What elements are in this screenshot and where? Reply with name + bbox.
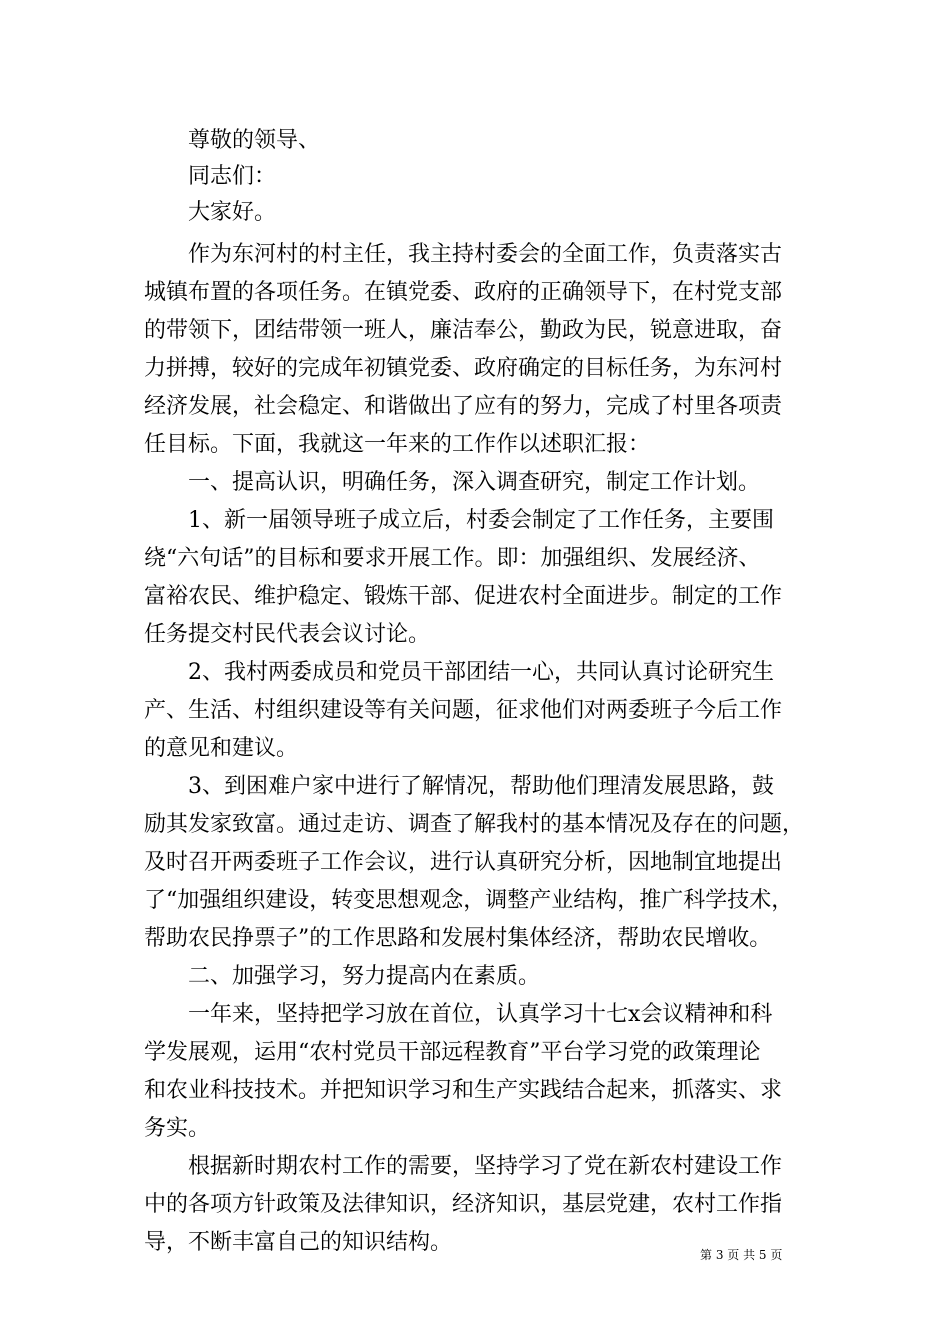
text-line: 帮助农民挣票子”的工作思路和发展村集体经济，帮助农民增收。	[144, 926, 772, 951]
text-line: 2、我村两委成员和党员干部团结一心，共同认真讨论研究生	[144, 660, 774, 685]
text-line: 学发展观，运用“农村党员干部远程教育”平台学习党的政策理论	[144, 1040, 761, 1065]
text-line: 经济发展，社会稳定、和谐做出了应有的努力，完成了村里各项责	[144, 394, 783, 419]
text-line: 作为东河村的村主任，我主持村委会的全面工作，负责落实古	[144, 242, 783, 267]
text-line: 的意见和建议。	[144, 736, 299, 761]
text-line: 二、加强学习，努力提高内在素质。	[144, 964, 541, 989]
text-line: 务实。	[144, 1116, 211, 1141]
text-line: 任目标。下面，我就这一年来的工作作以述职汇报：	[144, 432, 651, 457]
text-line: 导，不断丰富自己的知识结构。	[144, 1230, 453, 1255]
text-line: 了“加强组织建设，转变思想观念，调整产业结构，推广科学技术，	[144, 888, 794, 913]
text-line: 力拼搏，较好的完成年初镇党委、政府确定的目标任务，为东河村	[144, 356, 783, 381]
text-line: 大家好。	[144, 200, 277, 225]
text-line: 产、生活、村组织建设等有关问题，征求他们对两委班子今后工作	[144, 698, 783, 723]
page-number-footer: 第 3 页 共 5 页	[700, 1248, 783, 1262]
text-line: 一、提高认识，明确任务，深入调查研究，制定工作计划。	[144, 470, 761, 495]
text-line: 城镇布置的各项任务。在镇党委、政府的正确领导下，在村党支部	[144, 280, 783, 305]
text-line: 的带领下，团结带领一班人，廉洁奉公，勤政为民，锐意进取，奋	[144, 318, 783, 343]
text-line: 绕“六句话”的目标和要求开展工作。即：加强组织、发展经济、	[144, 546, 761, 571]
text-line: 根据新时期农村工作的需要，坚持学习了党在新农村建设工作	[144, 1154, 783, 1179]
text-line: 及时召开两委班子工作会议，进行认真研究分析，因地制宜地提出	[144, 850, 783, 875]
text-line: 一年来，坚持把学习放在首位，认真学习十七x会议精神和科	[144, 1002, 773, 1027]
text-line: 中的各项方针政策及法律知识，经济知识，基层党建，农村工作指	[144, 1192, 783, 1217]
text-line: 3、到困难户家中进行了解情况，帮助他们理清发展思路，鼓	[144, 774, 774, 799]
text-line: 富裕农民、维护稳定、锻炼干部、促进农村全面进步。制定的工作	[144, 584, 783, 609]
text-line: 尊敬的领导、	[144, 128, 321, 153]
text-line: 1、新一届领导班子成立后，村委会制定了工作任务，主要围	[144, 508, 774, 533]
text-line: 和农业科技技术。并把知识学习和生产实践结合起来，抓落实、求	[144, 1078, 783, 1103]
text-line: 同志们：	[144, 164, 277, 189]
text-line: 励其发家致富。通过走访、调查了解我村的基本情况及存在的问题，	[144, 812, 805, 837]
text-line: 任务提交村民代表会议讨论。	[144, 622, 431, 647]
